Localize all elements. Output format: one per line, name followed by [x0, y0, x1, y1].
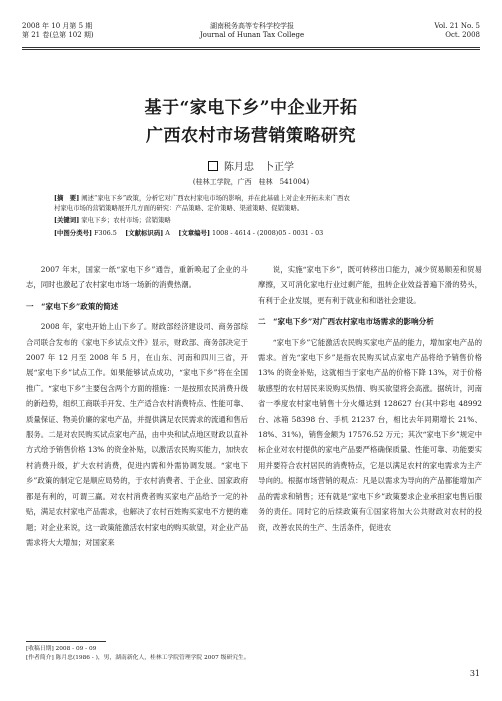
footnote-rule [26, 641, 106, 642]
footnote-author: [作者简介] 陈月忠(1986 - )，男，湖南新化人，桂林工学院管理学院 2007 级研究生。 [26, 655, 250, 661]
abstract-text-1: 阐述“家电下乡”政策，分析它对广西农村家电市场的影响，并在此基础上对企业开拓未来广西农 [81, 194, 350, 202]
right-column [258, 262, 482, 535]
article-id: 1008 - 4614 - (2008)05 - 0031 - 03 [212, 229, 324, 237]
issue-date: 2008 年 10 月第 5 期 [22, 22, 93, 30]
body-paragraph: “家电下乡”它能激活农民购买家电产品的能力，增加家电产品的需求。首先“家电下乡”是指农民购买试点家电产品将给予销售价格 13% 的资金补贴，这就相当于家电产品的价格下降 13%，对于价格敏感型的农村居民来说购买热情、购买欲望将会高涨。据统计，河南省一季度农村家电销售十分火爆达到 128627 台(其中彩电 48992 台、冰箱 58398 台、手机 21237 台，相比去年同期增长 21%、18%、31%)，销售金额为 17576.52 万元；其次“家电下乡”规定中标企业对农村提供的家电产品要严格确保质量、性能可靠、功能要实用并要符合农村居民的消费特点，它是以满足农村的家电需求为主产导向的。根据市场营销的观点：凡是以需求为导向的产品都能增加产品的需求和销售；还有就是“家电下乡”政策要求企业承担家电售后服务的责任。同时它的后续政策有①国家将加大公共财政对农村的投资，改善农民的生产、生活条件，促进农 [258, 337, 482, 532]
keywords-line [54, 215, 448, 225]
volume-info: 第 21 卷(总第 102 期) [22, 31, 94, 39]
header-right [434, 22, 480, 40]
journal-name-cn: 湖南税务高等专科学校学报 [210, 22, 294, 30]
classification-line [54, 228, 448, 238]
section-heading-1: 一 “家电下乡”政策的简述 [26, 301, 119, 311]
author-names: 陈月忠 卜正学 [224, 162, 294, 173]
doc-code-label: [文献标识码] [125, 229, 164, 237]
issue-month: Oct. 2008 [445, 31, 480, 39]
doc-code: A [165, 229, 170, 237]
keywords-text: 家电下乡；农村市场；营销策略 [81, 216, 171, 224]
running-header [22, 20, 480, 48]
cls-code: F306.5 [94, 229, 117, 237]
square-marker-icon [208, 161, 218, 171]
header-left [22, 22, 94, 40]
footnote-received: [收稿日期] 2008 - 09 - 09 [26, 646, 97, 652]
section-heading-2: 二 “家电下乡”对广西农村家电市场需求的影响分析 [258, 317, 434, 327]
keywords-label: [关键词] [54, 216, 80, 224]
body-paragraph: 2008 年，家电开始上山下乡了。财政部经济建设司、商务部综合司联合发布的《家电下乡试点文件》显示，财政部、商务部决定于 2007 年 12 月至 2008 年 5 月，在山东、河南和四川三省，开展“家电下乡”试点工作。如果能够试点成功，“家电下乡”将在全国推广。“家电下乡”主要包含两个方面的措施：一是按照农民消费升级的新趋势，组织工商联手开发、生产适合农村消费特点、性能可靠、质量保证、物美价廉的家电产品，并提供满足农民需求的流通和售后服务。二是对农民购买试点家电产品，由中央和试点地区财政以直补方式给予销售价格 13% 的资金补贴，以激活农民购买能力，加快农村消费升级，扩大农村消费，促进内需和外需协调发展。“家电下乡”政策的制定它是顺应局势的，于农村消费者、于企业、国家政府都是有利的，可谓三赢。对农村消费者购买家电产品给予一定的补贴，满足农村家电产品需求，也解决了农村百姓购买家电不方便的难题；对企业来说，这一政策能激活农村家电的购买欲望，对企业产品需求将大大增加；对国家来 [26, 322, 248, 547]
left-column [26, 262, 248, 550]
affiliation: (桂林工学院，广西 桂林 541004) [192, 178, 310, 186]
cls-label: [中图分类号] [54, 229, 93, 237]
author-line [0, 158, 502, 173]
volume-number: Vol. 21 No. 5 [434, 22, 480, 30]
header-center [192, 22, 312, 40]
header-rule-thin [22, 49, 480, 50]
journal-name-en: Journal of Hunan Tax College [199, 31, 305, 39]
page-number: 31 [469, 669, 480, 678]
body-paragraph: 2007 年末，国家一纸“家电下乡”通告，重新唤起了企业的斗志，同时也激起了农村家电市场一场新的消费热潮。 [26, 265, 248, 290]
header-rule [22, 47, 480, 48]
article-id-label: [文章编号] [178, 229, 210, 237]
abstract-label: [摘 要] [54, 194, 80, 202]
title-line-2: 广西农村市场营销策略研究 [146, 126, 356, 146]
abstract-line-2: 村家电市场的营销策略展开几方面的研究：产品策略、定价策略、渠道策略、促销策略。 [54, 204, 304, 212]
title-line-1: 基于“家电下乡”中企业开拓 [144, 98, 358, 118]
abstract-line-1 [54, 193, 448, 203]
body-paragraph: 说，实施“家电下乡”，既可转移出口能力，减少贸易顺差和贸易摩擦，又可消化家电行业过剩产能，扭转企业效益普遍下滑的势头，有利于企业发展，更有利于就业和和谐社会建设。 [258, 265, 482, 305]
